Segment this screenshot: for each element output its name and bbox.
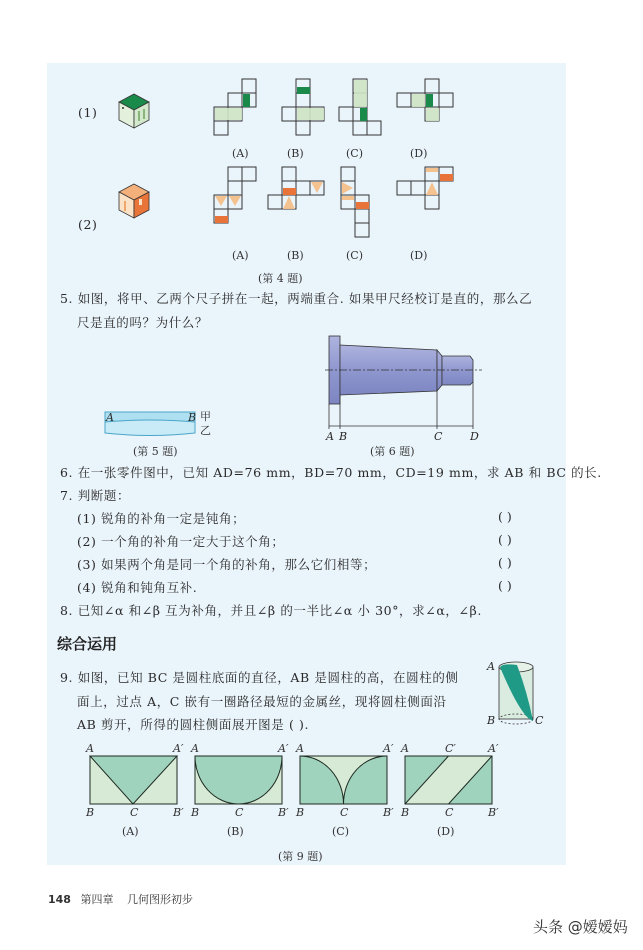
- section-heading: 综合运用: [57, 635, 118, 653]
- row2-label: (2): [78, 217, 98, 232]
- problem7-item-4: (4) 锐角和钝角互补.: [77, 580, 198, 595]
- problem4-caption: (第 4 题): [258, 272, 303, 285]
- optB-label-bottom-mid: C: [235, 806, 244, 819]
- row2-option-a: (A): [232, 249, 249, 262]
- green-cube-figure: [118, 93, 150, 129]
- problem7-answer-blank-3[interactable]: ( ): [498, 555, 512, 570]
- problem6-text: 6. 在一张零件图中，已知 AD=76 mm，BD=70 mm，CD=19 mm，求 AB 和 BC 的长.: [60, 465, 602, 480]
- optD-label-top-mid: C′: [445, 742, 456, 755]
- row2-option-b: (B): [287, 249, 304, 262]
- problem8-text: 8. 已知∠α 和∠β 互为补角，并且∠β 的一半比∠α 小 30°，求∠α，∠β.: [60, 603, 482, 618]
- problem7-item-1: (1) 锐角的补角一定是钝角；: [77, 511, 246, 526]
- optD-label-bottom-right: B′: [488, 806, 499, 819]
- optA-label-top-left: A: [86, 742, 94, 755]
- option-c-label: (C): [332, 825, 349, 838]
- problem5-text-line1: 5. 如图，将甲、乙两个尺子拼在一起，两端重合. 如果甲尺经校订是直的，那么乙: [60, 291, 533, 306]
- watermark: 头条 @嫒嫒妈: [533, 918, 628, 936]
- row2-option-c: (C): [346, 249, 363, 262]
- optA-label-bottom-left: B: [86, 806, 95, 819]
- ruler-label-jia: 甲: [200, 410, 211, 423]
- option-a-label: (A): [122, 825, 139, 838]
- optD-label-top-left: A: [401, 742, 409, 755]
- ruler-label-yi: 乙: [200, 424, 211, 437]
- ruler-label-b: B: [188, 411, 197, 424]
- shaft-label-c: C: [434, 430, 443, 443]
- problem7-item-3: (3) 如果两个角是同一个角的补角，那么它们相等；: [77, 557, 377, 572]
- optC-label-top-right: A′: [383, 742, 394, 755]
- problem7-answer-blank-4[interactable]: ( ): [498, 578, 512, 593]
- shaft-label-d: D: [470, 430, 479, 443]
- option-b-label: (B): [227, 825, 244, 838]
- row1-nets: [205, 78, 445, 144]
- problem7-answer-blank-2[interactable]: ( ): [498, 532, 512, 547]
- row1-option-d: (D): [410, 147, 428, 160]
- optB-label-bottom-right: B′: [278, 806, 289, 819]
- problem6-caption: (第 6 题): [370, 445, 415, 458]
- chapter-number: 第四章: [80, 893, 114, 906]
- cylinder-label-c: C: [535, 714, 544, 727]
- orange-cube-figure: [118, 183, 150, 219]
- row2-nets: [205, 166, 445, 246]
- optA-label-bottom-right: B′: [173, 806, 184, 819]
- problem7-item-2: (2) 一个角的补角一定大于这个角；: [77, 534, 285, 549]
- problem9-text-line1: 9. 如图，已知 BC 是圆柱底面的直径，AB 是圆柱的高，在圆柱的侧: [60, 670, 459, 685]
- problem7-title: 7. 判断题：: [60, 488, 131, 503]
- row1-option-b: (B): [287, 147, 304, 160]
- optC-label-bottom-left: B: [296, 806, 305, 819]
- row2-option-d: (D): [410, 249, 428, 262]
- problem9-option-figures: [89, 755, 509, 807]
- shaft-part-figure: [322, 333, 492, 433]
- optC-label-bottom-mid: C: [340, 806, 349, 819]
- page-footer: [48, 891, 193, 907]
- cylinder-label-b: B: [487, 714, 496, 727]
- row1-option-a: (A): [232, 147, 249, 160]
- problem5-caption: (第 5 题): [133, 445, 178, 458]
- optA-label-bottom-mid: C: [130, 806, 139, 819]
- chapter-title: 几何图形初步: [126, 893, 193, 906]
- optB-label-top-right: A′: [278, 742, 289, 755]
- problem7-answer-blank-1[interactable]: ( ): [498, 509, 512, 524]
- row1-label: (1): [78, 105, 98, 120]
- ruler-label-a: A: [106, 411, 114, 424]
- optC-label-top-left: A: [296, 742, 304, 755]
- optD-label-top-right: A′: [488, 742, 499, 755]
- optB-label-top-left: A: [191, 742, 199, 755]
- problem9-caption: (第 9 题): [278, 850, 323, 863]
- row1-option-c: (C): [346, 147, 363, 160]
- optB-label-bottom-left: B: [191, 806, 200, 819]
- optD-label-bottom-left: B: [401, 806, 410, 819]
- shaft-label-a: A: [326, 430, 334, 443]
- cylinder-figure: [497, 661, 537, 727]
- option-d-label: (D): [437, 825, 455, 838]
- shaft-label-b: B: [339, 430, 348, 443]
- cylinder-label-a: A: [487, 660, 495, 673]
- optD-label-bottom-mid: C: [445, 806, 454, 819]
- problem9-text-line3: AB 剪开，所得的圆柱侧面展开图是 ( ).: [77, 717, 310, 732]
- problem5-text-line2: 尺是直的吗？为什么？: [77, 315, 209, 330]
- optA-label-top-right: A′: [173, 742, 184, 755]
- problem9-text-line2: 面上，过点 A，C 嵌有一圈路径最短的金属丝，现将圆柱侧面沿: [77, 694, 447, 709]
- page-number: 148: [48, 893, 71, 906]
- option-a-figure: [90, 756, 177, 804]
- optC-label-bottom-right: B′: [383, 806, 394, 819]
- rulers-figure: [104, 411, 199, 439]
